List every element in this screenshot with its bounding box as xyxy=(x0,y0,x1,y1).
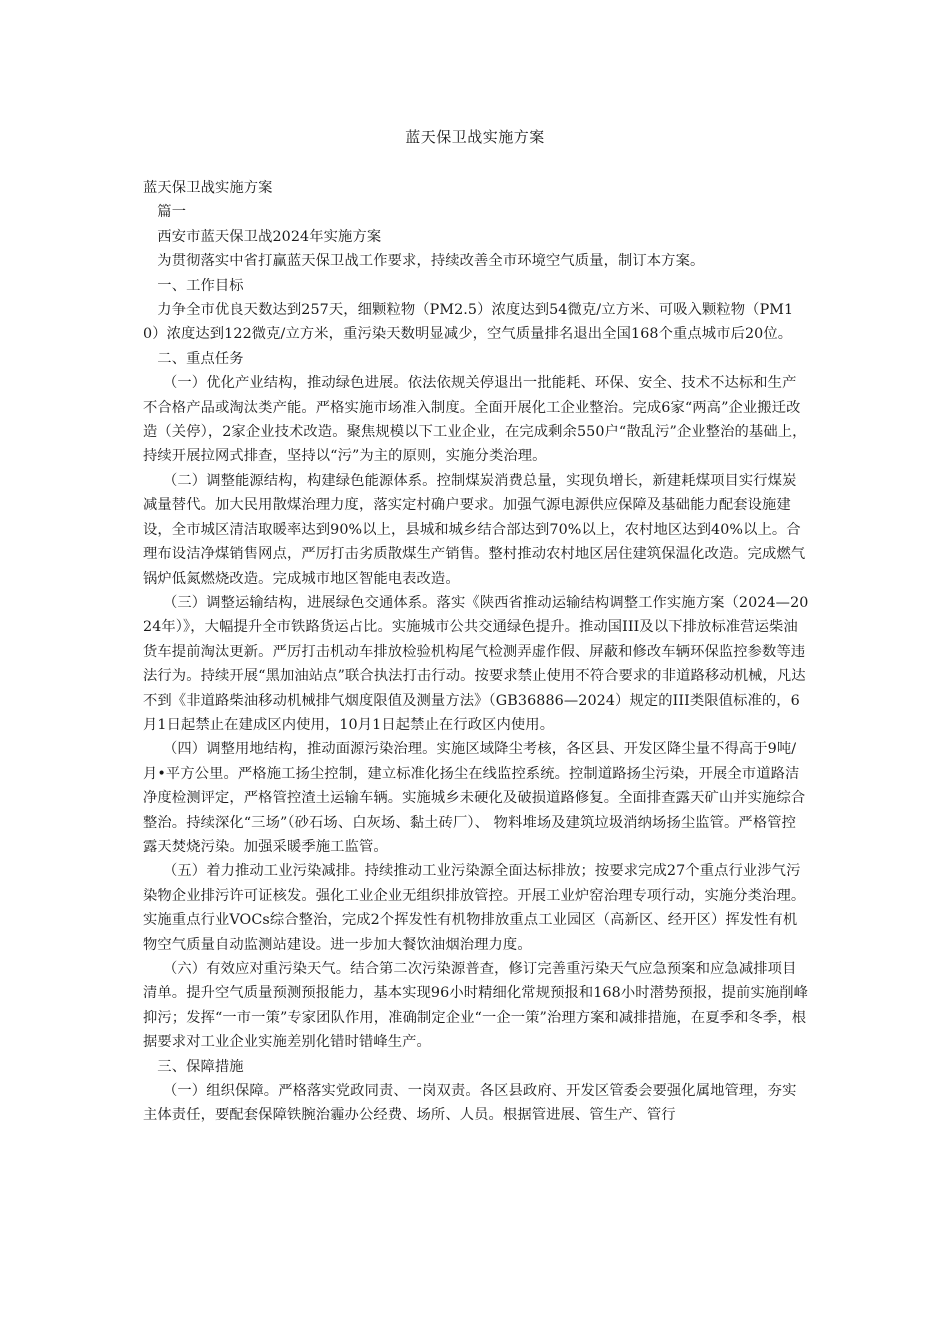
body-paragraph: （五）着力推动工业污染减排。持续推动工业污染源全面达标排放；按要求完成27个重点行业涉气污染物企业排污许可证核发。强化工业企业无组织排放管控。开展工业炉窑治理专项行动，实施分类治理。实施重点行业VOCs综合整治，完成2个挥发性有机物排放重点工业园区（高新区、经开区）挥发性有机物空气质量自动监测站建设。进一步加大餐饮油烟治理力度。 xyxy=(143,863,806,953)
document-body xyxy=(143,176,809,1128)
heading-paragraph: 蓝天保卫战实施方案 xyxy=(143,180,273,196)
body-paragraph: （二）调整能源结构，构建绿色能源体系。控制煤炭消费总量，实现负增长，新建耗煤项目实行煤炭减量替代。加大民用散煤治理力度，落实定村确户要求。加强气源电源供应保障及基础能力配套设施建设，全市城区清洁取暖率达到90%以上，县城和城乡结合部达到70%以上，农村地区达到40%以上。合理布设洁净煤销售网点，严厉打击劣质散煤生产销售。整村推动农村地区居住建筑保温化改造。完成燃气锅炉低氮燃烧改造。完成城市地区智能电表改造。 xyxy=(143,472,806,587)
subtitle-paragraph: 西安市蓝天保卫战2024年实施方案 xyxy=(157,228,382,245)
section-heading: 三、保障措施 xyxy=(157,1058,244,1075)
section-heading: 二、重点任务 xyxy=(157,350,244,367)
body-paragraph: （一）组织保障。严格落实党政同责、一岗双责。各区县政府、开发区管委会要强化属地管理，夯实主体责任，要配套保障铁腕治霾办公经费、场所、人员。根据管进展、管生产、管行 xyxy=(143,1083,797,1124)
section-heading: 一、工作目标 xyxy=(157,277,244,294)
document-title: 蓝天保卫战实施方案 xyxy=(405,128,545,146)
body-paragraph: 力争全市优良天数达到257天，细颗粒物（PM2.5）浓度达到54微克/立方米、可吸入颗粒物（PM10）浓度达到122微克/立方米，重污染天数明显减少，空气质量排名退出全国168个重点城市后20位。 xyxy=(143,302,794,343)
body-paragraph: （三）调整运输结构，进展绿色交通体系。落实《陕西省推动运输结构调整工作实施方案（2024—2024年）》，大幅提升全市铁路货运占比。实施城市公共交通绿色提升。推动国III及以下排放标准营运柴油货车提前淘汰更新。严厉打击机动车排放检验机构尾气检测弄虚作假、屏蔽和修改车辆环保监控参数等违法行为。持续开展“黑加油站点”联合执法打击行动。按要求禁止使用不符合要求的非道路移动机械，凡达不到《非道路柴油移动机械排气烟度限值及测量方法》（GB36886—2024）规定的III类限值标准的，6月1日起禁止在建成区内使用，10月1日起禁止在行政区内使用。 xyxy=(143,594,809,733)
body-paragraph: （四）调整用地结构，推动面源污染治理。实施区域降尘考核，各区县、开发区降尘量不得高于9吨/月•平方公里。严格施工扬尘控制，建立标准化扬尘在线监控系统。控制道路扬尘污染，开展全市道路洁净度检测评定，严格管控渣土运输车辆。实施城乡未硬化及破损道路修复。全面排查露天矿山并实施综合整治。持续深化“三场”（砂石场、白灰场、黏土砖厂）、 物料堆场及建筑垃圾消纳场扬尘监管。严格管控露天焚烧污染。加强采暖季施工监管。 xyxy=(143,741,806,855)
intro-paragraph: 为贯彻落实中省打赢蓝天保卫战工作要求，持续改善全市环境空气质量，制订本方案。 xyxy=(157,253,705,270)
body-paragraph: （一）优化产业结构，推动绿色进展。依法依规关停退出一批能耗、环保、安全、技术不达标和生产不合格产品或淘汰类产能。严格实施市场准入制度。全面开展化工企业整治。完成6家“两高”企业搬迁改造（关停），2家企业技术改造。聚焦规模以下工业企业，在完成剩余550户“散乱污”企业整治的基础上，持续开展拉网式排查，坚持以“污”为主的原则，实施分类治理。 xyxy=(143,375,807,465)
body-paragraph: （六）有效应对重污染天气。结合第二次污染源普查，修订完善重污染天气应急预案和应急减排项目清单。提升空气质量预测预报能力，基本实现96小时精细化常规预报和168小时潜势预报，提前实施削峰抑污；发挥“一市一策”专家团队作用，准确制定企业“一企一策”治理方案和减排措施，在夏季和冬季，根据要求对工业企业实施差别化错时错峰生产。 xyxy=(143,961,809,1051)
section-label: 篇一 xyxy=(157,204,187,221)
